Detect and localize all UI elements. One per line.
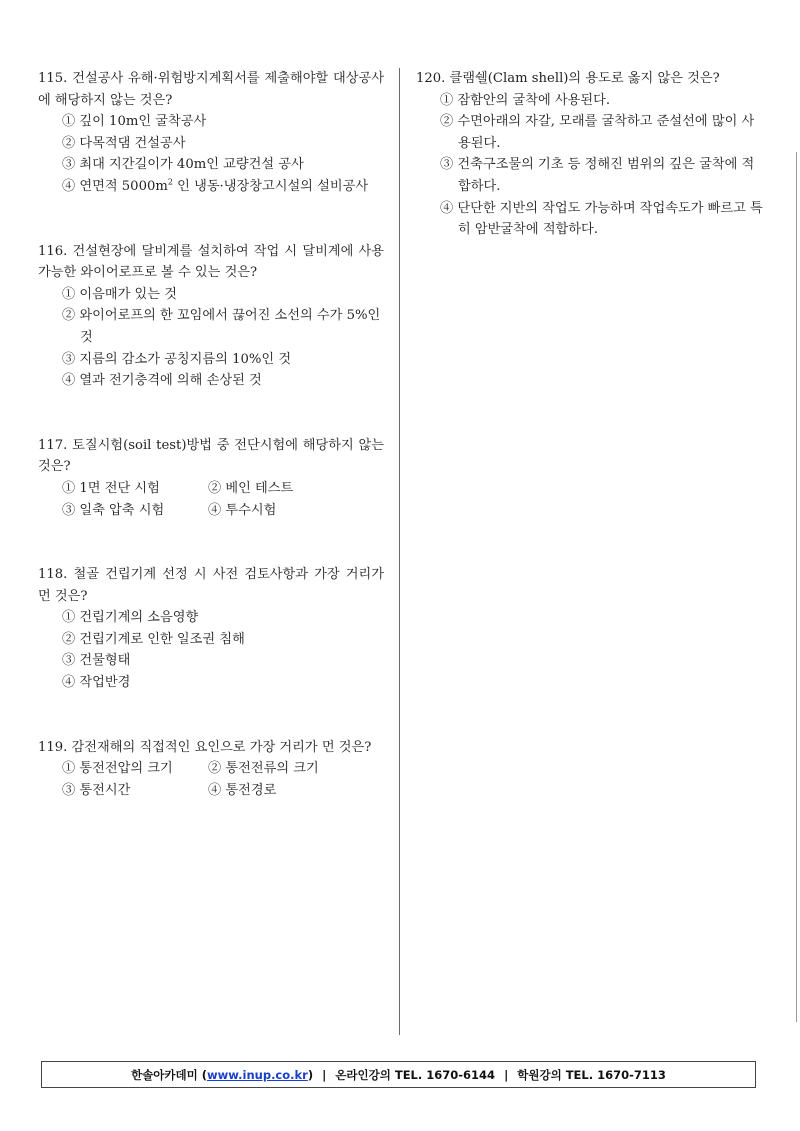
- question-117-option-row-1: [38, 478, 384, 500]
- footer-bar: [41, 1061, 756, 1088]
- footer-offline-phone: 학원강의 TEL. 1670-7113: [517, 1067, 666, 1082]
- question-115-option-1[interactable]: ① 깊이 10m인 굴착공사: [62, 114, 207, 130]
- question-119-text: 119. 감전재해의 직접적인 요인으로 가장 거리가 먼 것은?: [38, 739, 372, 755]
- question-116-option-1[interactable]: ① 이음매가 있는 것: [62, 286, 177, 302]
- right-column: [416, 68, 766, 241]
- question-117: [38, 435, 384, 521]
- question-116: [38, 241, 384, 392]
- question-120-option-4[interactable]: ④ 단단한 지반의 작업도 가능하며 작업속도가 빠르고 특히 암반굴착에 적합하다.: [440, 200, 763, 238]
- superscript-2: 2: [167, 177, 173, 187]
- option-4-prefix: ④ 연면적 5000m: [62, 178, 168, 194]
- right-edge-rule: [796, 152, 797, 1022]
- footer-academy-prefix: 한솔아카데미 (: [131, 1067, 208, 1082]
- question-119-option-3[interactable]: ③ 통전시간: [62, 782, 131, 798]
- question-117-option-1[interactable]: ① 1면 전단 시험: [62, 480, 160, 496]
- question-117-text: 117. 토질시험(soil test)방법 중 전단시험에 해당하지 않는 것은?: [38, 437, 384, 475]
- question-115-option-2[interactable]: ② 다목적댐 건설공사: [62, 135, 186, 151]
- question-118: [38, 564, 384, 694]
- question-118-option-1[interactable]: ① 건립기계의 소음영향: [62, 610, 199, 626]
- question-117-option-2[interactable]: ② 베인 테스트: [208, 480, 294, 496]
- question-120: [416, 68, 766, 241]
- question-119-option-row-2: [38, 780, 384, 802]
- question-115-option-3[interactable]: ③ 최대 지간길이가 40m인 교량건설 공사: [62, 157, 304, 173]
- option-4-suffix: 인 냉동·냉장창고시설의 설비공사: [172, 178, 369, 194]
- footer-academy-suffix: ): [307, 1067, 314, 1082]
- question-119-option-row-1: [38, 758, 384, 780]
- question-116-option-3[interactable]: ③ 지름의 감소가 공칭지름의 10%인 것: [62, 351, 292, 367]
- question-120-option-2[interactable]: ② 수면아래의 자갈, 모래를 굴착하고 준설선에 많이 사용된다.: [440, 114, 755, 151]
- question-118-text: 118. 철골 건립기계 선정 시 사전 검토사항과 가장 거리가 먼 것은?: [38, 567, 384, 604]
- question-120-text: 120. 클램쉘(Clam shell)의 용도로 옳지 않은 것은?: [416, 71, 720, 86]
- question-119-option-1[interactable]: ① 통전전압의 크기: [62, 761, 173, 777]
- question-120-option-3[interactable]: ③ 건축구조물의 기초 등 정해진 범위의 깊은 굴착에 적합하다.: [440, 157, 755, 194]
- question-116-option-4[interactable]: ④ 열과 전기충격에 의해 손상된 것: [62, 373, 262, 389]
- question-119-option-4[interactable]: ④ 통전경로: [208, 782, 277, 798]
- question-115-text: 115. 건설공사 유해·위험방지계획서를 제출해야할 대상공사에 해당하지 않는 것은?: [38, 71, 384, 108]
- question-115-option-4[interactable]: [38, 176, 384, 198]
- question-118-option-3[interactable]: ③ 건물형태: [62, 653, 131, 669]
- footer-website-link[interactable]: www.inup.co.kr: [207, 1067, 308, 1082]
- question-118-option-2[interactable]: ② 건립기계로 인한 일조권 침해: [62, 631, 245, 647]
- question-116-text: 116. 건설현장에 달비계를 설치하여 작업 시 달비계에 사용가능한 와이어로프로 볼 수 있는 것은?: [38, 243, 384, 281]
- footer-separator: |: [504, 1067, 509, 1082]
- column-divider: [399, 68, 400, 1035]
- question-119-option-2[interactable]: ② 통전전류의 크기: [208, 761, 319, 777]
- footer-separator: |: [322, 1067, 327, 1082]
- question-119: [38, 737, 384, 802]
- left-column: [38, 68, 384, 801]
- question-116-option-2[interactable]: ② 와이어로프의 한 꼬임에서 끊어진 소선의 수가 5%인 것: [62, 308, 381, 345]
- question-118-option-4[interactable]: ④ 작업반경: [62, 675, 131, 691]
- question-117-option-3[interactable]: ③ 일축 압축 시험: [62, 502, 165, 518]
- question-120-option-1[interactable]: ① 잠함안의 굴착에 사용된다.: [440, 92, 611, 108]
- question-117-option-row-2: [38, 500, 384, 522]
- footer-online-phone: 온라인강의 TEL. 1670-6144: [335, 1067, 496, 1082]
- question-117-option-4[interactable]: ④ 투수시험: [208, 502, 277, 518]
- question-115: [38, 68, 384, 198]
